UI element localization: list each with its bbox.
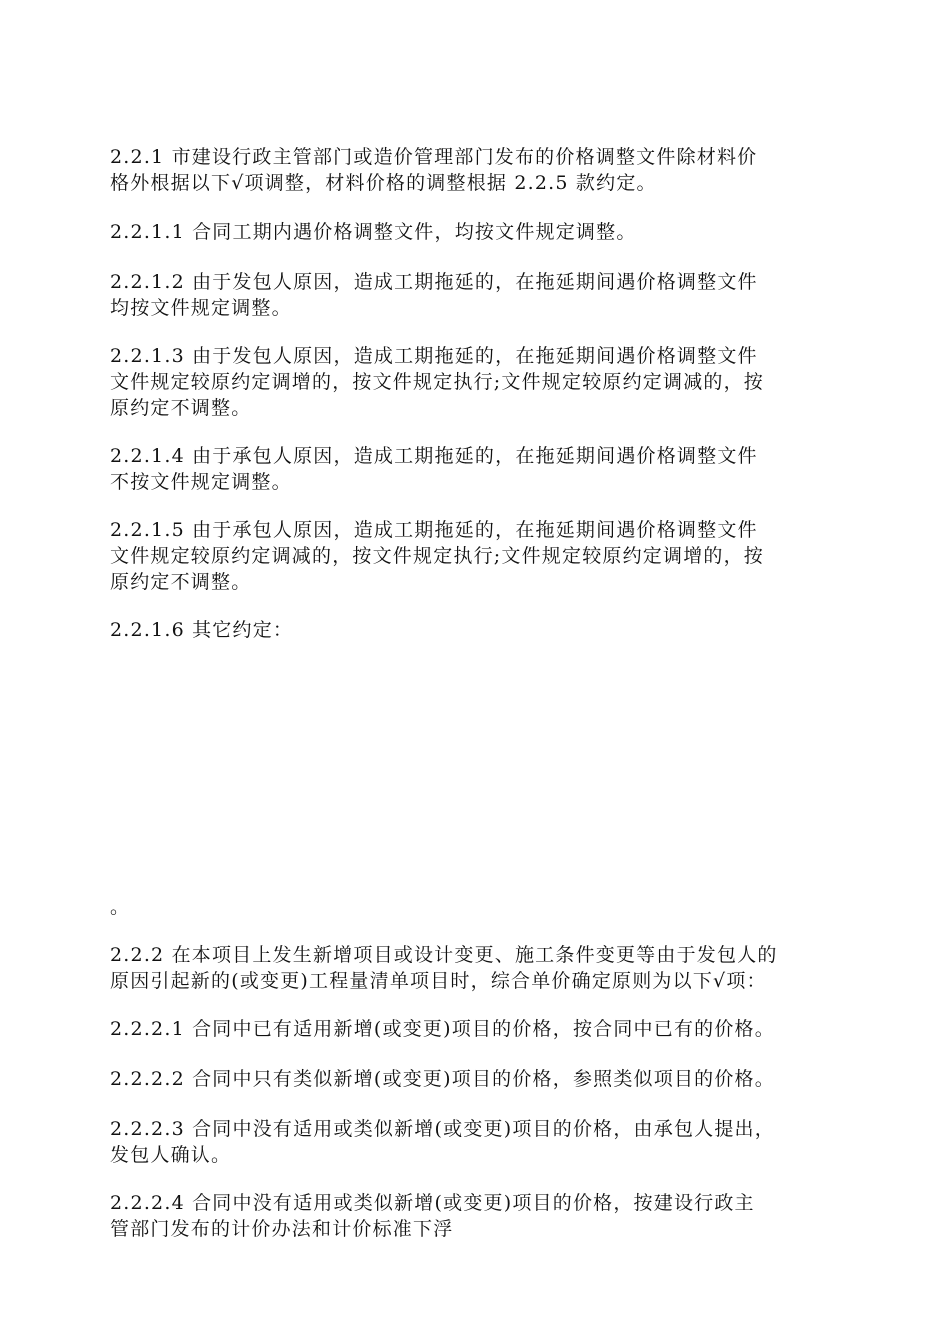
text-line: 格外根据以下√项调整，材料价格的调整根据 2.2.5 款约定。 [110, 172, 657, 194]
text-line: 2.2.2.4 合同中没有适用或类似新增(或变更)项目的价格，按建设行政主 [110, 1192, 755, 1214]
clause-2-2-1-2 [110, 269, 840, 321]
text-line: 。 [110, 896, 131, 918]
text-line: 不按文件规定调整。 [110, 471, 292, 493]
clause-2-2-2-3 [110, 1116, 840, 1168]
text-line: 2.2.1.3 由于发包人原因，造成工期拖延的，在拖延期间遇价格调整文件 [110, 345, 758, 367]
text-line: 原因引起新的(或变更)工程量清单项目时，综合单价确定原则为以下√项： [110, 970, 767, 992]
text-line: 文件规定较原约定调增的，按文件规定执行;文件规定较原约定调减的，按 [110, 371, 765, 393]
trailing-period [110, 894, 840, 920]
clause-2-2-1-1 [110, 219, 840, 245]
clause-2-2-2-2 [110, 1066, 840, 1092]
text-line: 2.2.1.6 其它约定： [110, 619, 294, 641]
clause-2-2-1-6 [110, 617, 840, 643]
text-line: 2.2.2.1 合同中已有适用新增(或变更)项目的价格，按合同中已有的价格。 [110, 1018, 775, 1040]
clause-2-2-1-4 [110, 443, 840, 495]
text-line: 原约定不调整。 [110, 397, 252, 419]
text-line: 原约定不调整。 [110, 571, 252, 593]
text-line: 2.2.1.1 合同工期内遇价格调整文件，均按文件规定调整。 [110, 221, 637, 243]
text-line: 2.2.2 在本项目上发生新增项目或设计变更、施工条件变更等由于发包人的 [110, 944, 778, 966]
clause-2-2-2-4 [110, 1190, 840, 1242]
clause-2-2-1-5 [110, 517, 840, 595]
text-line: 发包人确认。 [110, 1144, 232, 1166]
clause-2-2-2 [110, 942, 840, 994]
text-line: 2.2.1.5 由于承包人原因，造成工期拖延的，在拖延期间遇价格调整文件 [110, 519, 758, 541]
text-line: 均按文件规定调整。 [110, 297, 292, 319]
clause-2-2-1-3 [110, 343, 840, 421]
text-line: 2.2.2.3 合同中没有适用或类似新增(或变更)项目的价格，由承包人提出， [110, 1118, 775, 1140]
text-line: 管部门发布的计价办法和计价标准下浮 [110, 1218, 454, 1240]
text-line: 2.2.1.2 由于发包人原因，造成工期拖延的，在拖延期间遇价格调整文件 [110, 271, 758, 293]
text-line: 2.2.2.2 合同中只有类似新增(或变更)项目的价格，参照类似项目的价格。 [110, 1068, 775, 1090]
text-line: 2.2.1.4 由于承包人原因，造成工期拖延的，在拖延期间遇价格调整文件 [110, 445, 758, 467]
text-line: 2.2.1 市建设行政主管部门或造价管理部门发布的价格调整文件除材料价 [110, 146, 758, 168]
clause-2-2-1 [110, 144, 840, 196]
text-line: 文件规定较原约定调减的，按文件规定执行;文件规定较原约定调增的，按 [110, 545, 765, 567]
clause-2-2-2-1 [110, 1016, 840, 1042]
